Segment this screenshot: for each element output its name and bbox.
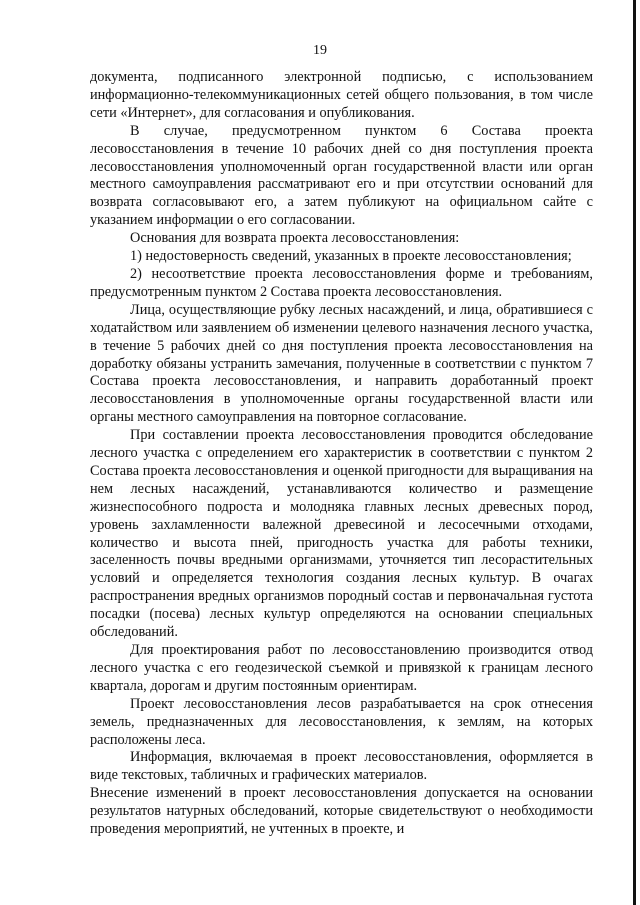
paragraph-project-term: Проект лесовосстановления лесов разрабатывается на срок отнесения земель, предназначенных для лесовосстановления, к землям, на которых расположены леса. (90, 695, 593, 748)
list-item-ground-1: 1) недостоверность сведений, указанных в проекте лесовосстановления; (130, 248, 572, 265)
paragraph-allotment: Для проектирования работ по лесовосстановлению производится отвод лесного участка с его геодезической съемкой и привязкой к границам лесного квартала, дорогам и другим постоянным ориентирам. (90, 642, 593, 694)
list-item-ground-2: 2) несоответствие проекта лесовосстановления форме и требованиям, предусмотренным пунктом 2 Состава проекта лесовосстановления. (90, 265, 593, 300)
paragraph-site-survey: При составлении проекта лесовосстановления проводится обследование лесного участка с определением его характеристик в соответствии с пунктом 2 Состава проекта лесовосстановления и оценкой пригодности для выращивания на нем лесных насаждений, устанавливаются количество и размещение жизнеспособного подроста и молодняка главных лесных древесных пород, уровень захламленности валежной древесиной и лесосечными отходами, количество и высота пней, пригодность участка для работы техники, заселенность почвы вредными организмами, уточняется тип лесорастительных условий и определяется технология создания лесных культур. В очагах распространения вредных организмов породный состав и первоначальная густота посадки (посева) лесных культур определяются на основании специальных обследований. (90, 427, 593, 641)
paragraph-continuation: документа, подписанного электронной подписью, с использованием информационно-телекоммуникационных сетей общего пользования, в том числе сети «Интернет», для согласования и опубликования. (90, 69, 593, 121)
scan-edge-line (633, 0, 636, 905)
paragraph-project-materials: Информация, включаемая в проект лесовосстановления, оформляется в виде текстовых, табличных и графических материалов. (90, 749, 593, 784)
paragraph-revision-obligation: Лица, осуществляющие рубку лесных насаждений, и лица, обратившиеся с ходатайством или заявлением об изменении целевого назначения лесного участка, в течение 5 рабочих дней со дня поступления проекта лесовосстановления на доработку обязаны устранить замечания, полученные в соответствии с пунктом 7 Состава проекта лесовосстановления, и направить доработанный проект лесовосстановления в уполномоченные органы государственной власти или органы местного самоуправления на повторное согласование. (90, 301, 593, 426)
document-body (90, 69, 593, 839)
paragraph-return-grounds-heading: Основания для возврата проекта лесовосстановления: (130, 230, 460, 247)
paragraph-amendments: Внесение изменений в проект лесовосстановления допускается на основании результатов натурных обследований, которые свидетельствуют о необходимости проведения мероприятий, не учтенных в проекте, и (90, 785, 593, 838)
page-number: 19 (313, 43, 327, 58)
paragraph-review-procedure: В случае, предусмотренном пунктом 6 Состава проекта лесовосстановления в течение 10 рабочих дней со дня поступления проекта лесовосстановления уполномоченный орган государственной власти или орган местного самоуправления рассматривают его и при отсутствии оснований для возврата согласовывают его, а затем публикуют на официальном сайте с указанием информации о его согласовании. (90, 122, 593, 229)
